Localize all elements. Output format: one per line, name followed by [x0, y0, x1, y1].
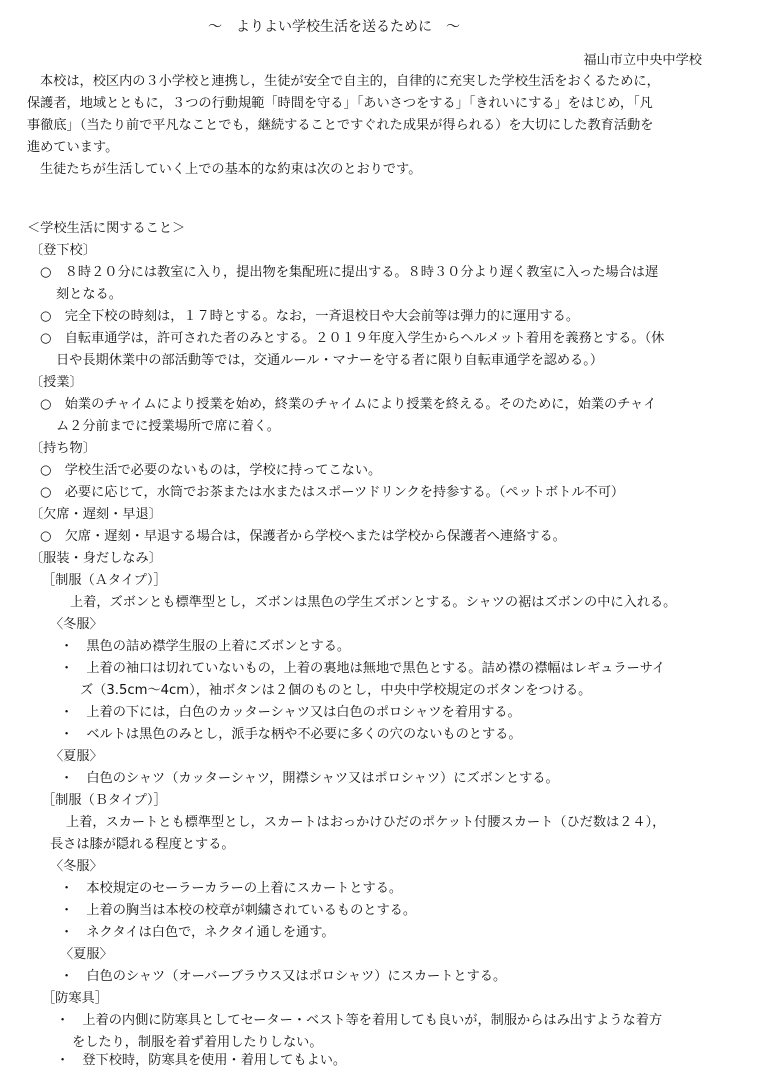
type-a-heading: ［制服（Ａタイプ）］ — [42, 573, 167, 588]
cold-gear-heading: ［防寒具］ — [42, 991, 108, 1006]
list-item-continued: ム２分前までに授業場所で席に着く。 — [56, 419, 280, 434]
bullet-item-continued: をしたり，制服を着ず着用したりしない。 — [72, 1035, 323, 1050]
summer-label: 〈夏服〉 — [50, 749, 103, 764]
bullet-item: ・ 上着の袖口は切れていないもの，上着の裏地は無地で黒色とする。詰め襟の襟幅はレギュラーサイ — [60, 661, 666, 676]
list-item-continued: 日や長期休業中の部活動等では，交通ルール・マナーを守る者に限り自転車通学を認める。） — [56, 353, 604, 368]
bullet-item: ・ 黒色の詰め襟学生服の上着にズボンとする。 — [60, 639, 351, 654]
bullet-item: ・ 上着の胸当は本校の校章が刺繍されているものとする。 — [60, 903, 417, 918]
bullet-item: ・ 本校規定のセーラーカラーの上着にスカートとする。 — [60, 881, 403, 896]
type-b-description-continued: 長さは膝が隠れる程度とする。 — [50, 837, 235, 852]
bullet-item: ・ ネクタイは白色で，ネクタイ通しを通す。 — [60, 925, 335, 940]
list-item: ○ ８時２０分には教室に入り，提出物を集配班に提出する。８時３０分より遅く教室に入った場合は遅 — [40, 265, 659, 280]
winter-label: 〈冬服〉 — [50, 617, 103, 632]
list-item: ○ 必要に応じて，水筒でお茶または水またはスポーツドリンクを持参する。（ペットボトル不可） — [40, 485, 625, 500]
list-item: ○ 完全下校の時刻は，１７時とする。なお，一斉退校日や大会前等は弾力的に運用する。 — [40, 309, 580, 324]
bullet-item-continued: ズ（3.5cm〜4cm），袖ボタンは２個のものとし，中央中学校規定のボタンをつける。 — [80, 683, 592, 698]
bullet-item: ・ 上着の内側に防寒具としてセーター・ベスト等を着用しても良いが，制服からはみ出すような着方 — [56, 1013, 663, 1028]
bullet-item: ・ 白色のシャツ（カッターシャツ，開襟シャツ又はポロシャツ）にズボンとする。 — [60, 771, 559, 786]
list-item: ○ 欠席・遅刻・早退する場合は，保護者から学校へまたは学校から保護者へ連絡する。 — [40, 529, 566, 544]
intro-line: 事徹底」（当たり前で平凡なことでも，継続することですぐれた成果が得られる）を大切にした教育活動を — [27, 118, 654, 133]
bullet-item: ・ 白色のシャツ（オーバーブラウス又はポロシャツ）にスカートとする。 — [60, 969, 507, 984]
list-item: ○ 自転車通学は，許可された者のみとする。２０１９年度入学生からヘルメット着用を義務とする。（休 — [40, 331, 665, 346]
commute-heading: 〔登下校〕 — [30, 243, 96, 258]
intro-line: 進めています。 — [27, 140, 119, 155]
class-heading: 〔授業〕 — [30, 375, 83, 390]
summer-label: 〈夏服〉 — [60, 947, 113, 962]
dress-heading: 〔服装・身だしなみ〕 — [30, 551, 162, 566]
type-b-heading: ［制服（Ｂタイプ）］ — [42, 793, 167, 808]
type-b-description: 上着，スカートとも標準型とし，スカートはおっかけひだのポケット付腰スカート（ひだ数は２４）， — [66, 815, 666, 830]
list-item: ○ 学校生活で必要のないものは，学校に持ってこない。 — [40, 463, 382, 478]
bullet-item: ・ 上着の下には，白色のカッターシャツ又は白色のポロシャツを着用する。 — [60, 705, 521, 720]
list-item-continued: 刻となる。 — [56, 287, 122, 302]
winter-label: 〈冬服〉 — [50, 859, 103, 874]
type-a-description: 上着，ズボンとも標準型とし，ズボンは黒色の学生ズボンとする。シャツの裾はズボンの中に入れる。 — [70, 595, 677, 610]
intro-line: 保護者，地域とともに，３つの行動規範「時間を守る」「あいさつをする」「きれいにする」をはじめ，「凡 — [27, 96, 653, 111]
bullet-item: ・ 登下校時，防寒具を使用・着用してもよい。 — [56, 1053, 347, 1068]
absence-heading: 〔欠席・遅刻・早退〕 — [30, 507, 162, 522]
intro-line: 生徒たちが生活していく上での基本的な約束は次のとおりです。 — [40, 162, 422, 177]
bullet-item: ・ ベルトは黒色のみとし，派手な柄や不必要に多くの穴のないものとする。 — [60, 727, 522, 742]
school-name: 福山市立中央中学校 — [583, 53, 702, 68]
list-item: ○ 始業のチャイムにより授業を始め，終業のチャイムにより授業を終える。そのために，始業のチャイ — [40, 397, 657, 412]
page-title: 〜 よりよい学校生活を送るために 〜 — [208, 19, 460, 35]
section-heading: ＜学校生活に関すること＞ — [27, 221, 186, 236]
belongings-heading: 〔持ち物〕 — [30, 441, 96, 456]
intro-line: 本校は，校区内の３小学校と連携し，生徒が安全で自主的，自律的に充実した学校生活をおくるために， — [40, 74, 660, 89]
